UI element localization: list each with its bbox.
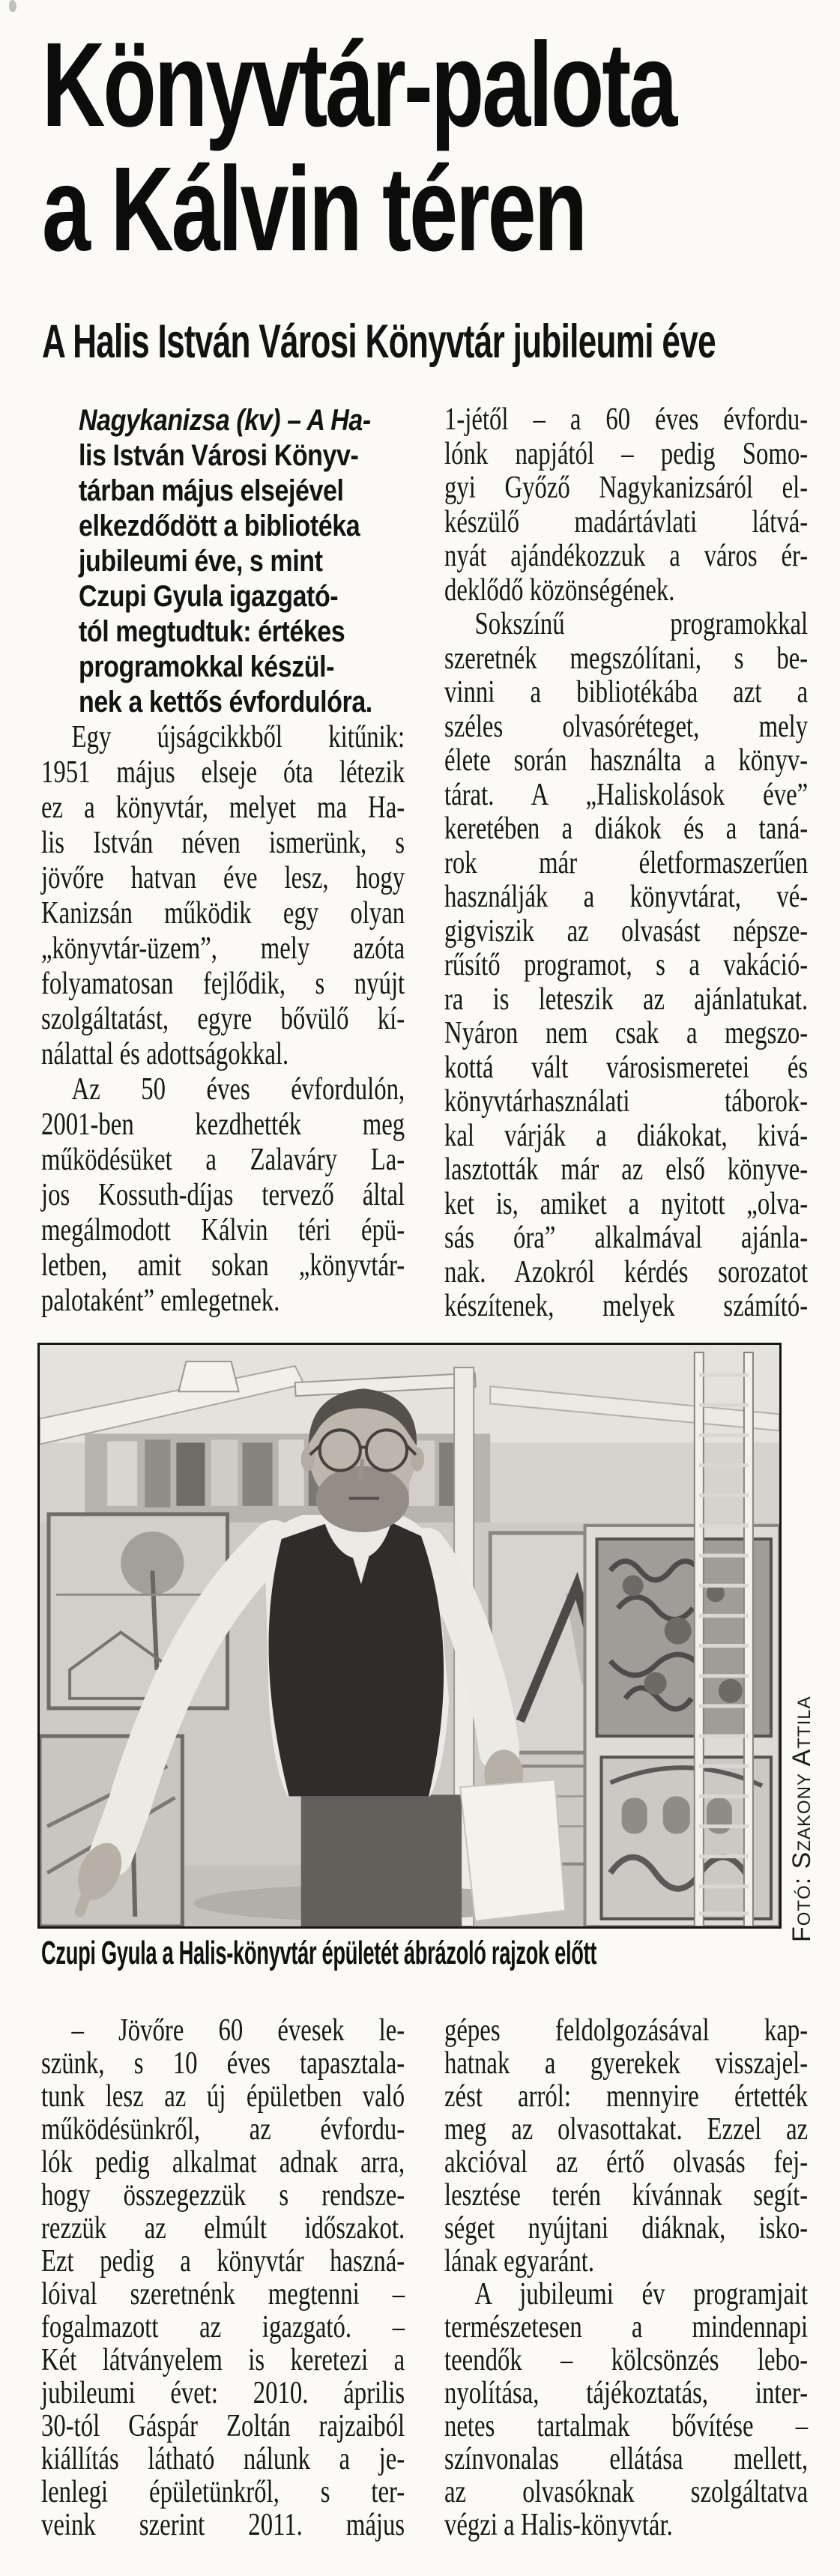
text-line: lis István Városi Könyv-: [79, 439, 359, 472]
text-line: készülő madártávlati látvá-: [444, 504, 809, 539]
text-line: letben, amit sokan „könyvtár-: [41, 1248, 405, 1283]
text-line: ra is leteszik az ajánlatukat.: [444, 982, 809, 1017]
text-line: Nyáron nem csak a megszo-: [444, 1016, 809, 1050]
text-line: zést arról: mennyire értették: [444, 2079, 809, 2114]
text-line: folyamatosan fejlődik, s nyújt: [41, 967, 405, 1001]
text-line: lának egyaránt.: [444, 2244, 595, 2279]
text-line: keretében a diákok és a taná-: [444, 811, 809, 846]
text-line: az olvasóknak szolgáltatva: [444, 2475, 809, 2509]
text-line: gépes feldolgozásával kap-: [444, 2013, 809, 2048]
text-line: hogy összegezzük s rendsze-: [41, 2178, 405, 2213]
text-line: – Jövőre 60 évesek le-: [71, 2013, 405, 2048]
text-line: meg az olvasottakat. Ezzel az: [444, 2112, 809, 2147]
text-line: lenlegi épületünkről, s ter-: [41, 2475, 405, 2509]
text-line: programokkal készül-: [79, 650, 335, 683]
text-line: működésüket a Zalaváry La-: [41, 1143, 405, 1177]
text-line: tárban május elsejével: [79, 474, 344, 507]
text-line: működésünkről, az évfordu-: [41, 2112, 405, 2147]
text-line: tunk lesz az új épületben való: [41, 2079, 405, 2114]
text-line: nyát ajándékozzuk a város ér-: [444, 539, 809, 573]
text-line: kal várják a diákokat, kivá-: [444, 1118, 809, 1153]
text-line: teendők – kölcsönzés lebo-: [444, 2343, 809, 2377]
paragraph: [41, 720, 405, 1072]
text-line: elkezdődött a bibliotéka: [79, 510, 360, 542]
text-line: élete során használta a könyv-: [444, 743, 809, 778]
text-line: lasztották már az első könyve-: [444, 1152, 809, 1187]
text-line: Sokszínű programokkal: [474, 607, 809, 641]
text-line: rezzük az elmúlt időszakot.: [41, 2211, 405, 2246]
text-line: tól megtudtuk: értékes: [79, 615, 345, 648]
text-line: kiállítás látható nálunk a je-: [41, 2442, 405, 2476]
text-line: természetesen a mindennapi: [444, 2310, 809, 2344]
text-line: rűsítő programot, s a vakáció-: [444, 948, 809, 982]
text-line: palotaként” emlegetnek.: [41, 1284, 280, 1318]
scan-artifact: [9, 0, 16, 12]
text-line: a Kálvin téren: [42, 142, 586, 276]
text-line: akcióval az értő olvasás fej-: [444, 2145, 809, 2180]
text-line: szünk, s 10 éves tapasztala-: [41, 2046, 405, 2081]
text-line: Egy újságcikkből kitűnik:: [71, 720, 405, 755]
text-line: 1-jétől – a 60 éves évfordu-: [444, 402, 809, 437]
text-line: rok már életformaszerűen: [444, 845, 809, 880]
text-line: 30-tól Gáspár Zoltán rajzaiból: [41, 2409, 405, 2443]
paper-sheet: [460, 1780, 565, 1921]
text-line: szolgáltatást, egyre bővülő kí-: [41, 1002, 405, 1036]
text-line: színvonalas ellátása mellett,: [444, 2442, 809, 2476]
text-line: jubileumi évet: 2010. április: [41, 2376, 405, 2410]
photo-credit: Fotó: Szakony Attila: [788, 1696, 816, 1942]
text-line: Ezt pedig a könyvtár haszná-: [41, 2244, 405, 2279]
paragraph: [41, 2014, 405, 2542]
text-line: 1951 május elseje óta létezik: [41, 755, 405, 790]
paragraph: [444, 403, 808, 608]
text-line: ez a könyvtár, melyet ma Ha-: [41, 790, 405, 825]
text-line: lónk napjától – pedig Somo-: [444, 436, 809, 471]
text-line: tárat. A „Haliskolások éve”: [444, 777, 809, 812]
text-line: nyolítása, tájékoztatás, inter-: [444, 2376, 809, 2410]
text-line: jos Kossuth-díjas tervező által: [41, 1178, 405, 1212]
text-line: megálmodott Kálvin téri épü-: [41, 1213, 405, 1248]
text-line: Czupi Gyula igazgató-: [79, 580, 339, 613]
text-line: nálattal és adottságokkal.: [41, 1037, 289, 1071]
text-line: szeretnék megszólítani, s be-: [444, 641, 809, 676]
paragraph: [41, 1072, 405, 1319]
text-line: séget nyújtani diáknak, isko-: [444, 2211, 809, 2246]
text-line: nek a kettős évfordulóra.: [79, 686, 372, 719]
text-line: használják a könyvtárat, vé-: [444, 880, 809, 914]
text-line: veink szerint 2011. május: [41, 2508, 405, 2542]
column-1: [41, 720, 507, 1319]
text-line: végzi a Halis-könyvtár.: [444, 2508, 673, 2542]
text-line: hatnak a gyerekek visszajel-: [444, 2046, 809, 2081]
text-line: széles olvasóréteget, mely: [444, 709, 809, 744]
text-line: lesztése terén kívánnak segít-: [444, 2178, 809, 2213]
text-line: jubileumi éve, s mint: [79, 545, 323, 578]
lead-paragraph: [79, 403, 405, 720]
text-line: Két látványelem is keretezi a: [41, 2343, 405, 2377]
text-line: A jubileumi év programjait: [474, 2277, 809, 2312]
paragraph: [444, 2278, 808, 2542]
text-line: gyi Győző Nagykanizsáról el-: [444, 471, 809, 505]
text-line: készítenek, melyek számító-: [444, 1289, 809, 1323]
photo-caption: Czupi Gyula a Halis-könyvtár épületét ábrázoló rajzok előtt: [41, 1935, 597, 1971]
text-line: gigviszik az olvasást népsze-: [444, 913, 809, 949]
column-2: [444, 403, 840, 1324]
text-line: netes tartalmak bővítése –: [444, 2409, 809, 2443]
article-subtitle: A Halis István Városi Könyvtár jubileumi éve: [42, 315, 716, 368]
text-line: Könyvtár-palota: [42, 17, 676, 151]
text-line: ket is, amiket a nyitott „olva-: [444, 1186, 809, 1221]
text-line: Nagykanizsa (kv) – A Ha-: [79, 404, 371, 437]
text-line: vinni a bibliotékába azt a: [444, 675, 809, 710]
column-3: [41, 2014, 507, 2542]
text-line: fogalmazott az igazgató. –: [41, 2310, 405, 2344]
article-headline: [42, 17, 676, 276]
text-line: lók pedig alkalmat adnak arra,: [41, 2145, 405, 2180]
lamp-shade: [178, 1361, 238, 1391]
text-line: 2001-ben kezdhették meg: [41, 1107, 405, 1142]
text-line: deklődő közönségének.: [444, 572, 675, 608]
article-photo: [37, 1343, 782, 1929]
text-line: lóival szeretnénk megtenni –: [41, 2277, 405, 2312]
text-line: könyvtárhasználati táborok-: [444, 1084, 809, 1119]
column-4: [444, 2014, 840, 2542]
text-line: sás óra” alkalmával ajánla-: [444, 1221, 809, 1255]
text-line: Kanizsán működik egy olyan: [41, 896, 405, 931]
text-line: nak. Azokról kérdés sorozatot: [444, 1254, 809, 1289]
text-line: lis István néven ismerünk, s: [41, 826, 405, 860]
text-line: Az 50 éves évfordulón,: [71, 1072, 405, 1107]
text-line: kottá vált városismeretei és: [444, 1050, 809, 1085]
text-line: jövőre hatvan éve lesz, hogy: [41, 861, 405, 895]
paragraph: [444, 2014, 808, 2278]
paragraph: [444, 608, 808, 1324]
text-line: „könyvtár-üzem”, mely azóta: [41, 931, 405, 966]
